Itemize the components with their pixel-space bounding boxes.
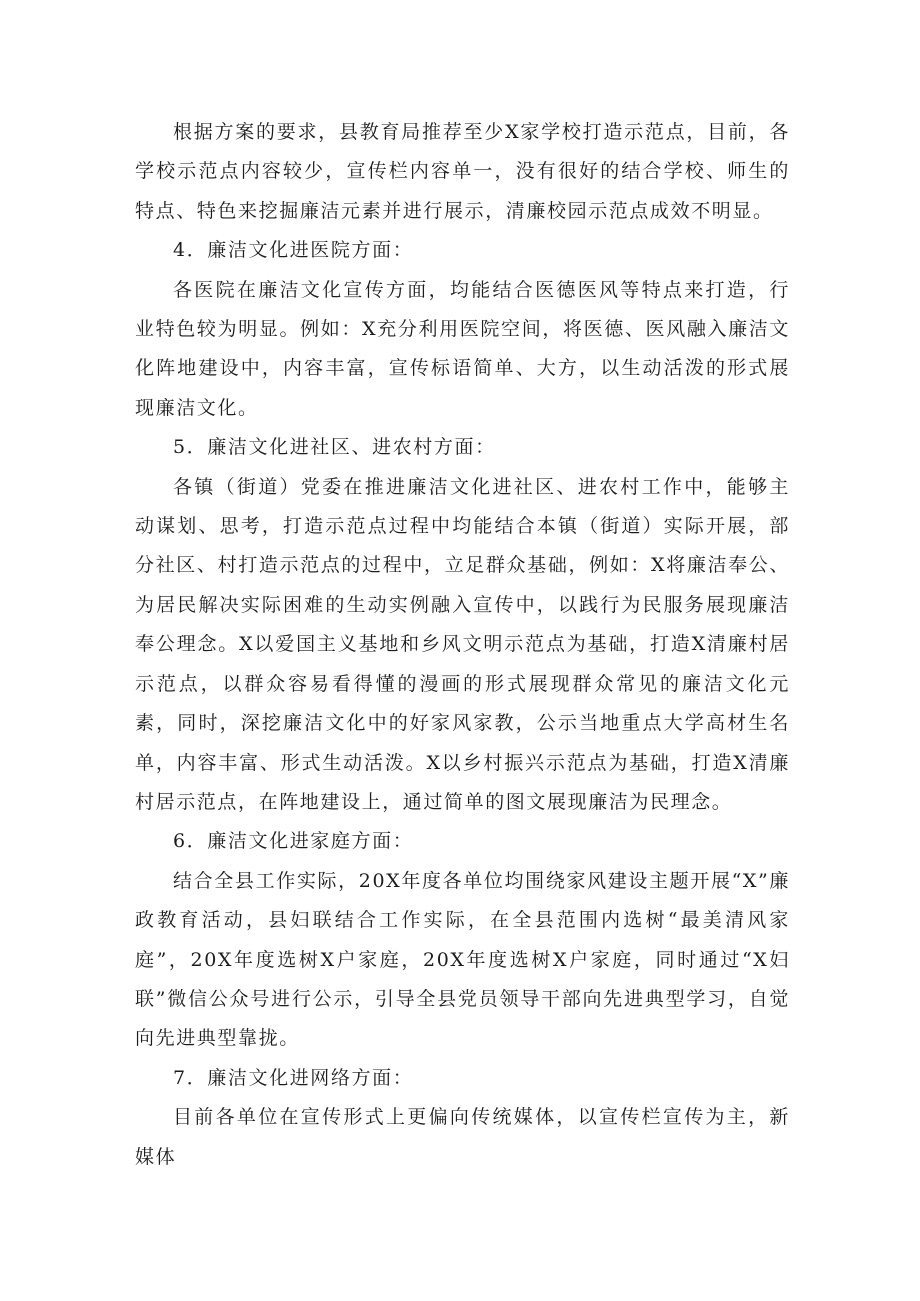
paragraph-family: 结合全县工作实际，20X年度各单位均围绕家风建设主题开展“X”廉政教育活动，县妇联结合工作实际，在全县范围内选树“最美清风家庭”，20X年度选树X户家庭，20X年度选树X户家庭，同时通过“X妇联”微信公众号进行公示，引导全县党员领导干部向先进典型学习，自觉向先进典型靠拢。 bbox=[135, 869, 790, 1050]
paragraph-network: 目前各单位在宣传形式上更偏向传统媒体，以宣传栏宣传为主，新媒体 bbox=[135, 1106, 790, 1168]
paragraph-community: 各镇（街道）党委在推进廉洁文化进社区、进农村工作中，能够主动谋划、思考，打造示范点过程中均能结合本镇（街道）实际开展，部分社区、村打造示范点的过程中，立足群众基础，例如：X将廉洁奉公、为居民解决实际困难的生动实例融入宣传中，以践行为民服务展现廉洁奉公理念。X以爱国主义基地和乡风文明示范点为基础，打造X清廉村居示范点，以群众容易看得懂的漫画的形式展现群众常见的廉洁文化元素，同时，深挖廉洁文化中的好家风家教，公示当地重点大学高材生名单，内容丰富、形式生动活泼。X以乡村振兴示范点为基础，打造X清廉村居示范点，在阵地建设上，通过简单的图文展现廉洁为民理念。 bbox=[135, 475, 790, 813]
section-heading-network: 7．廉洁文化进网络方面： bbox=[173, 1066, 414, 1089]
paragraph-school-demo: 根据方案的要求，县教育局推荐至少X家学校打造示范点，目前，各学校示范点内容较少，宣传栏内容单一，没有很好的结合学校、师生的特点、特色来挖掘廉洁元素并进行展示，清廉校园示范点成效不明显。 bbox=[135, 121, 790, 222]
section-heading-hospital: 4．廉洁文化进医院方面： bbox=[173, 239, 414, 262]
section-heading-community: 5．廉洁文化进社区、进农村方面： bbox=[173, 436, 496, 459]
paragraph-hospital: 各医院在廉洁文化宣传方面，均能结合医德医风等特点来打造，行业特色较为明显。例如：X充分利用医院空间，将医德、医风融入廉洁文化阵地建设中，内容丰富，宣传标语简单、大方，以生动活泼的形式展现廉洁文化。 bbox=[135, 278, 790, 419]
document-body bbox=[135, 113, 790, 1177]
section-heading-family: 6．廉洁文化进家庭方面： bbox=[173, 830, 414, 853]
